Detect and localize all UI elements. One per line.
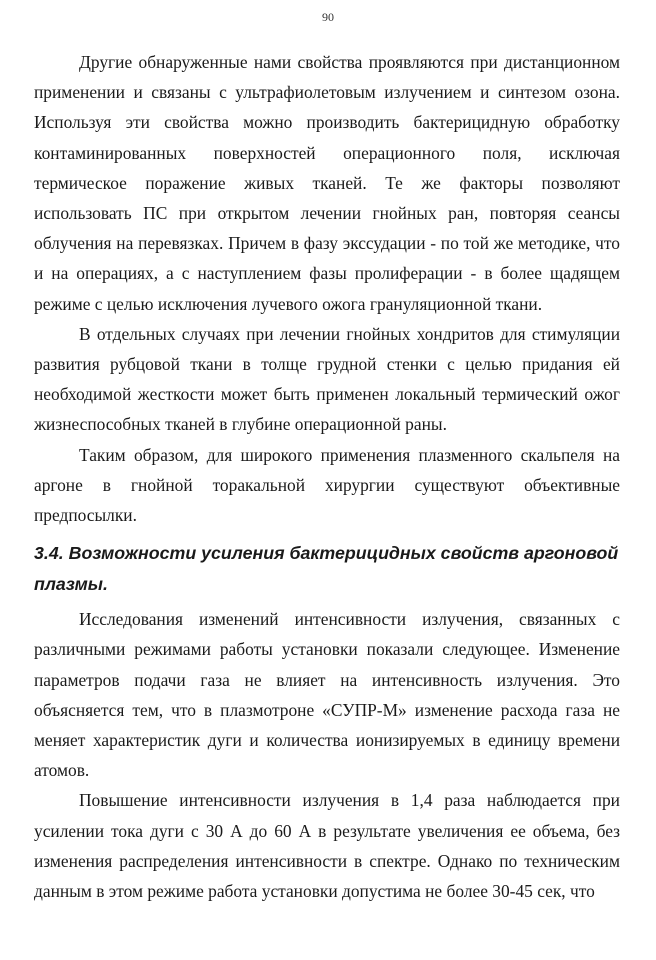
page-number: 90 [322, 10, 334, 24]
paragraph-properties: Другие обнаруженные нами свойства проявляются при дистанционном применении и связаны с ультрафиолетовым излучением и синтезом озона. Используя эти свойства можно производить бактерицидную обработку контаминированных поверхностей операционного поля, исключая термическое поражение живых тканей. Те же факторы позволяют использовать ПС при открытом лечении гнойных ран, повторяя сеансы облучения на перевязках. Причем в фазу экссудации - по той же методике, что и на операциях, а с наступлением фазы пролиферации - в более щадящем режиме с целью исключения лучевого ожога грануляционной ткани. [34, 52, 620, 314]
paragraph-radiation-study: Исследования изменений интенсивности излучения, связанных с различными режимами работы установки показали следующее. Изменение параметров подачи газа не влияет на интенсивность излучения. Это объясняется тем, что в плазмотроне «СУПР-М» изменение расхода газа не меняет характеристик дуги и количества ионизируемых в единицу времени атомов. [34, 609, 620, 781]
paragraph-chondritis: В отдельных случаях при лечении гнойных хондритов для стимуляции развития рубцовой ткани в толще грудной стенки с целью придания ей необходимой жесткости может быть применен локальный термический ожог жизнеспособных тканей в глубине операционной раны. [34, 323, 620, 435]
paragraph-conclusion: Таким образом, для широкого применения плазменного скальпеля на аргоне в гнойной торакальной хирургии существуют объективные предпосылки. [34, 444, 620, 526]
paragraph-current-increase: Повышение интенсивности излучения в 1,4 раза наблюдается при усилении тока дуги с 30 А до 60 А в результате увеличения ее объема, без изменения распределения интенсивности в спектре. Однако по техническим данным в этом режиме работа установки допустима не более 30-45 сек, что [34, 790, 620, 902]
section-heading: 3.4. Возможности усиления бактерицидных свойств аргоновой плазмы. [34, 543, 619, 595]
body-text [34, 47, 620, 906]
